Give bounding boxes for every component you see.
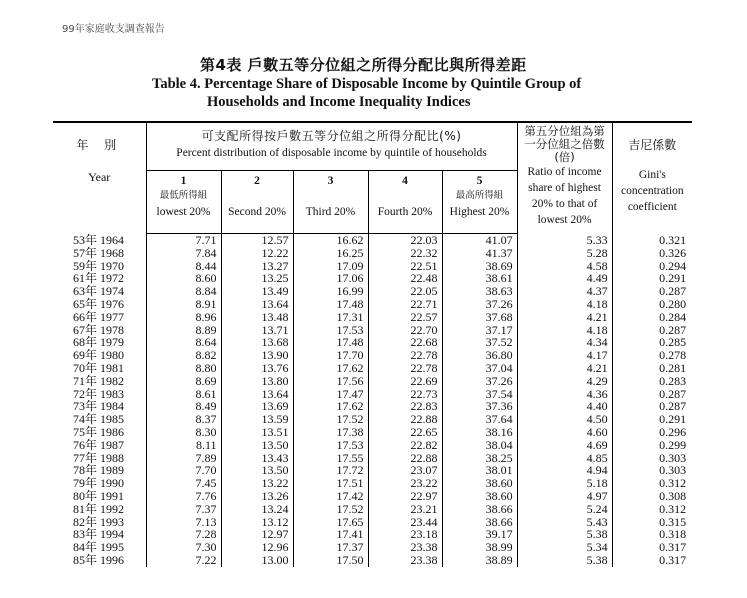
gini-cell: 0.308 [612,490,692,503]
table-row [53,260,692,273]
quintile-1-cell: 8.30 [146,426,221,439]
quintile-5-cell: 38.69 [442,260,517,273]
quintile-5-cell: 38.66 [442,516,517,529]
year-cell: 74年 1985 [73,413,125,426]
quintile-4-zh [369,189,442,203]
gini-cell: 0.317 [612,554,692,567]
quintile-1-number: 1 [180,175,187,187]
quintile-1-cell: 8.84 [146,285,221,298]
gini-header-en-2: concentration [621,185,684,197]
gini-cell: 0.287 [612,400,692,413]
quintile-5-cell: 38.60 [442,490,517,503]
quintile-4-cell: 22.70 [368,324,442,337]
quintile-4-cell: 22.32 [368,247,442,260]
ratio-cell: 5.34 [517,541,612,554]
quintile-4-en: Fourth 20% [377,206,433,218]
year-cell: 76年 1987 [73,438,125,452]
gini-cell: 0.321 [612,234,692,247]
quintile-4-cell: 22.03 [368,234,442,247]
ratio-cell: 4.97 [517,490,612,503]
table-row [53,516,692,529]
quintile-2-cell: 13.25 [221,272,293,285]
quintile-5-cell: 38.63 [442,285,517,298]
gini-cell: 0.294 [612,260,692,273]
quintile-5-zh: 最高所得組 [455,190,504,201]
quintile-3-cell: 17.41 [293,528,368,541]
year-cell: 71年 1982 [73,374,125,388]
quintile-2-cell: 13.50 [221,464,293,477]
ratio-cell: 4.21 [517,362,612,375]
quintile-1-cell: 8.60 [146,272,221,285]
quintile-4-cell: 23.22 [368,477,442,490]
quintile-5-cell: 36.80 [442,349,517,362]
quintile-5-cell: 38.61 [442,272,517,285]
year-cell: 61年 1972 [73,272,125,286]
quintile-4-cell: 23.18 [368,528,442,541]
quintile-4-cell: 23.44 [368,516,442,529]
quintile-1-cell: 8.91 [146,298,221,311]
quintile-4-cell: 22.71 [368,298,442,311]
table-row [53,413,692,426]
quintile-1-header [146,171,221,234]
quintile-3-cell: 17.62 [293,362,368,375]
table-row [53,554,692,567]
quintile-1-cell: 7.30 [146,541,221,554]
quintile-4-cell: 22.83 [368,400,442,413]
quintile-4-header [368,171,442,234]
ratio-cell: 4.18 [517,324,612,337]
quintile-4-number: 4 [402,175,408,187]
quintile-3-cell: 17.53 [293,324,368,337]
quintile-1-cell: 7.28 [146,528,221,541]
ratio-cell: 4.69 [517,439,612,452]
quintile-3-cell: 16.25 [293,247,368,260]
quintile-4-cell: 22.68 [368,336,442,349]
year-header [53,122,146,234]
quintile-1-cell: 8.49 [146,400,221,413]
ratio-cell: 5.38 [517,528,612,541]
quintile-2-cell: 12.97 [221,528,293,541]
quintile-1-cell: 8.89 [146,324,221,337]
quintile-1-cell: 8.44 [146,260,221,273]
year-cell: 68年 1979 [73,336,125,350]
quintile-2-cell: 13.12 [221,516,293,529]
quintile-1-cell: 7.84 [146,247,221,260]
quintile-5-cell: 38.60 [442,477,517,490]
quintile-5-cell: 37.64 [442,413,517,426]
year-cell: 57年 1968 [73,246,125,260]
quintile-5-cell: 41.37 [442,247,517,260]
gini-cell: 0.280 [612,298,692,311]
quintile-1-cell: 7.37 [146,503,221,516]
quintile-3-cell: 17.62 [293,400,368,413]
gini-cell: 0.287 [612,285,692,298]
year-cell: 82年 1993 [73,515,125,529]
quintile-4-cell: 22.88 [368,452,442,465]
quintile-2-cell: 13.43 [221,452,293,465]
quintile-4-cell: 22.57 [368,311,442,324]
quintile-5-cell: 41.07 [442,234,517,247]
year-cell: 59年 1970 [73,259,125,273]
table-row [53,503,692,516]
table-row [53,247,692,260]
gini-cell: 0.318 [612,528,692,541]
table-row [53,272,692,285]
ratio-cell: 4.40 [517,400,612,413]
gini-cell: 0.291 [612,413,692,426]
quintile-3-cell: 17.65 [293,516,368,529]
quintile-2-cell: 13.00 [221,554,293,567]
table-row [53,375,692,388]
quintile-2-cell: 12.22 [221,247,293,260]
table-row [53,477,692,490]
gini-cell: 0.303 [612,452,692,465]
gini-cell: 0.312 [612,503,692,516]
gini-header-en-3: coefficient [627,201,677,213]
quintile-4-cell: 22.78 [368,362,442,375]
year-cell: 67年 1978 [73,323,125,337]
quintile-2-cell: 13.64 [221,298,293,311]
quintile-3-cell: 17.53 [293,439,368,452]
quintile-3-cell: 16.99 [293,285,368,298]
ratio-cell: 5.43 [517,516,612,529]
quintile-1-cell: 8.11 [146,439,221,452]
quintile-3-cell: 17.42 [293,490,368,503]
gini-header [612,122,692,234]
year-cell: 80年 1991 [73,489,125,503]
quintile-3-cell: 17.48 [293,336,368,349]
quintile-1-cell: 8.37 [146,413,221,426]
quintile-5-cell: 37.68 [442,311,517,324]
quintile-3-cell: 17.52 [293,413,368,426]
quintile-5-cell: 37.52 [442,336,517,349]
quintile-1-cell: 7.22 [146,554,221,567]
quintile-2-cell: 13.22 [221,477,293,490]
ratio-cell: 4.34 [517,336,612,349]
year-header-zh: 年 別 [76,138,123,152]
quintile-3-cell: 17.70 [293,349,368,362]
quintile-5-cell: 38.89 [442,554,517,567]
quintile-5-cell: 37.36 [442,400,517,413]
quintile-1-zh: 最低所得組 [159,190,208,201]
ratio-header-zh-3: (倍) [554,150,575,164]
quintile-1-cell: 8.96 [146,311,221,324]
quintile-1-cell: 7.89 [146,452,221,465]
year-cell: 81年 1992 [73,502,125,516]
year-cell: 79年 1990 [73,477,125,490]
quintile-3-zh [294,189,368,203]
ratio-header-en-2: share of highest [528,182,601,194]
quintile-5-cell: 38.66 [442,503,517,516]
gini-cell: 0.287 [612,324,692,337]
ratio-cell: 5.24 [517,503,612,516]
table-row [53,285,692,298]
quintile-2-cell: 13.76 [221,362,293,375]
table-row [53,324,692,337]
quintile-2-number: 2 [254,175,260,187]
quintile-5-cell: 38.99 [442,541,517,554]
gini-cell: 0.285 [612,336,692,349]
ratio-cell: 5.38 [517,554,612,567]
table-row [53,400,692,413]
quintile-group-header-en: Percent distribution of disposable income by quintile of households [176,146,487,159]
quintile-1-cell: 8.82 [146,349,221,362]
table-row [53,528,692,541]
table-row [53,464,692,477]
year-cell: 70年 1981 [73,361,125,375]
ratio-header-en-3: 20% to that of [531,198,598,210]
quintile-5-cell: 37.26 [442,298,517,311]
ratio-header-en-4: lowest 20% [537,214,592,226]
ratio-cell: 4.36 [517,388,612,401]
quintile-5-cell: 38.25 [442,452,517,465]
quintile-4-cell: 22.48 [368,272,442,285]
quintile-3-cell: 16.62 [293,234,368,247]
quintile-4-cell: 23.21 [368,503,442,516]
quintile-5-en: Highest 20% [449,206,510,218]
quintile-3-cell: 17.47 [293,388,368,401]
ratio-cell: 5.18 [517,477,612,490]
quintile-1-cell: 8.80 [146,362,221,375]
quintile-4-cell: 23.38 [368,554,442,567]
ratio-cell: 4.85 [517,452,612,465]
table-title-en-line2: Households and Income Inequality Indices [207,94,471,110]
gini-header-en-1: Gini's [638,169,666,181]
gini-cell: 0.283 [612,375,692,388]
quintile-3-cell: 17.09 [293,260,368,273]
quintile-3-header [293,171,368,234]
ratio-cell: 4.60 [517,426,612,439]
quintile-4-cell: 23.07 [368,464,442,477]
quintile-1-en: lowest 20% [156,206,211,218]
quintile-3-cell: 17.38 [293,426,368,439]
table-row [53,336,692,349]
quintile-1-cell: 8.61 [146,388,221,401]
table-row [53,298,692,311]
quintile-5-cell: 37.04 [442,362,517,375]
quintile-3-cell: 17.55 [293,452,368,465]
quintile-1-cell: 8.69 [146,375,221,388]
year-cell: 83年 1994 [73,528,125,542]
quintile-4-cell: 22.65 [368,426,442,439]
ratio-cell: 4.49 [517,272,612,285]
ratio-header-zh-1: 第五分位組為第 [524,124,605,138]
quintile-2-cell: 13.80 [221,375,293,388]
table-row [53,452,692,465]
gini-cell: 0.281 [612,362,692,375]
quintile-5-cell: 38.04 [442,439,517,452]
gini-cell: 0.317 [612,541,692,554]
quintile-4-cell: 22.05 [368,285,442,298]
quintile-2-cell: 13.26 [221,490,293,503]
quintile-2-cell: 13.69 [221,400,293,413]
table-row [53,349,692,362]
year-cell: 72年 1983 [73,387,125,401]
quintile-2-cell: 13.24 [221,503,293,516]
quintile-4-cell: 22.88 [368,413,442,426]
table-row [53,426,692,439]
year-cell: 77年 1988 [73,451,125,465]
ratio-cell: 4.94 [517,464,612,477]
quintile-4-cell: 22.51 [368,260,442,273]
table-row [53,490,692,503]
quintile-1-cell: 7.71 [146,234,221,247]
quintile-4-cell: 22.82 [368,439,442,452]
gini-cell: 0.299 [612,439,692,452]
quintile-1-cell: 7.13 [146,516,221,529]
ratio-cell: 4.29 [517,375,612,388]
quintile-5-cell: 39.17 [442,528,517,541]
quintile-2-cell: 13.90 [221,349,293,362]
ratio-cell: 4.37 [517,285,612,298]
gini-cell: 0.278 [612,349,692,362]
gini-cell: 0.303 [612,464,692,477]
year-cell: 66年 1977 [73,310,125,324]
quintile-5-cell: 38.16 [442,426,517,439]
quintile-2-cell: 13.50 [221,439,293,452]
gini-cell: 0.326 [612,247,692,260]
table-row [53,362,692,375]
quintile-2-zh [222,189,293,203]
page-header: 99年家庭收支調查報告 [62,24,165,35]
gini-cell: 0.312 [612,477,692,490]
quintile-3-cell: 17.72 [293,464,368,477]
quintile-3-cell: 17.31 [293,311,368,324]
quintile-1-cell: 8.64 [146,336,221,349]
quintile-1-cell: 7.45 [146,477,221,490]
quintile-2-cell: 13.51 [221,426,293,439]
ratio-cell: 5.28 [517,247,612,260]
table-title-en-line1: Table 4. Percentage Share of Disposable Income by Quintile Group of [152,76,582,92]
gini-cell: 0.284 [612,311,692,324]
year-cell: 65年 1976 [73,297,125,311]
gini-cell: 0.291 [612,272,692,285]
quintile-5-number: 5 [476,175,483,187]
quintile-2-cell: 13.49 [221,285,293,298]
year-cell: 84年 1995 [73,541,125,554]
table-row [53,439,692,452]
quintile-group-header-zh: 可支配所得按戶數五等分位組之所得分配比(%) [201,128,462,143]
quintile-3-cell: 17.48 [293,298,368,311]
quintile-5-header [442,171,517,234]
quintile-3-cell: 17.06 [293,272,368,285]
quintile-3-cell: 17.52 [293,503,368,516]
table-title-zh: 第4表 戶數五等分位組之所得分配比與所得差距 [200,56,527,74]
quintile-2-header [221,171,293,234]
ratio-cell: 4.50 [517,413,612,426]
quintile-5-cell: 37.26 [442,375,517,388]
quintile-4-cell: 22.73 [368,388,442,401]
ratio-cell: 4.21 [517,311,612,324]
year-cell: 63年 1974 [73,285,125,298]
year-cell: 85年 1996 [73,553,125,567]
quintile-1-cell: 7.70 [146,464,221,477]
year-cell: 69年 1980 [73,349,125,362]
ratio-cell: 4.58 [517,260,612,273]
quintile-3-cell: 17.50 [293,554,368,567]
quintile-2-en: Second 20% [228,206,286,218]
quintile-2-cell: 13.27 [221,260,293,273]
gini-cell: 0.287 [612,388,692,401]
quintile-5-cell: 37.54 [442,388,517,401]
quintile-4-cell: 22.97 [368,490,442,503]
quintile-4-cell: 22.69 [368,375,442,388]
quintile-3-number: 3 [327,175,334,187]
year-cell: 78年 1989 [73,464,125,478]
quintile-4-cell: 23.38 [368,541,442,554]
table-body [53,234,692,567]
quintile-3-en: Third 20% [305,206,356,218]
quintile-2-cell: 13.59 [221,413,293,426]
year-cell: 73年 1984 [73,400,125,414]
quintile-4-cell: 22.78 [368,349,442,362]
ratio-header-zh-2: 一分位組之倍數 [524,137,605,151]
ratio-header-en-1: Ratio of income [527,166,602,178]
ratio-cell: 4.17 [517,349,612,362]
quintile-3-cell: 17.51 [293,477,368,490]
year-cell: 75年 1986 [73,425,125,439]
table-row [53,234,692,247]
quintile-1-cell: 7.76 [146,490,221,503]
quintile-5-cell: 37.17 [442,324,517,337]
gini-cell: 0.296 [612,426,692,439]
quintile-2-cell: 13.68 [221,336,293,349]
ratio-cell: 5.33 [517,234,612,247]
quintile-2-cell: 13.64 [221,388,293,401]
gini-cell: 0.315 [612,516,692,529]
quintile-3-cell: 17.56 [293,375,368,388]
year-header-en: Year [88,170,111,184]
table-row [53,311,692,324]
ratio-header [517,122,612,234]
quintile-group-header [146,122,517,171]
table-row [53,388,692,401]
quintile-2-cell: 13.71 [221,324,293,337]
income-distribution-table [53,121,692,567]
quintile-2-cell: 13.48 [221,311,293,324]
quintile-5-cell: 38.01 [442,464,517,477]
quintile-2-cell: 12.57 [221,234,293,247]
gini-header-zh: 吉尼係數 [628,138,677,152]
ratio-cell: 4.18 [517,298,612,311]
table-row [53,541,692,554]
year-cell: 53年 1964 [73,233,125,247]
quintile-2-cell: 12.96 [221,541,293,554]
quintile-3-cell: 17.37 [293,541,368,554]
